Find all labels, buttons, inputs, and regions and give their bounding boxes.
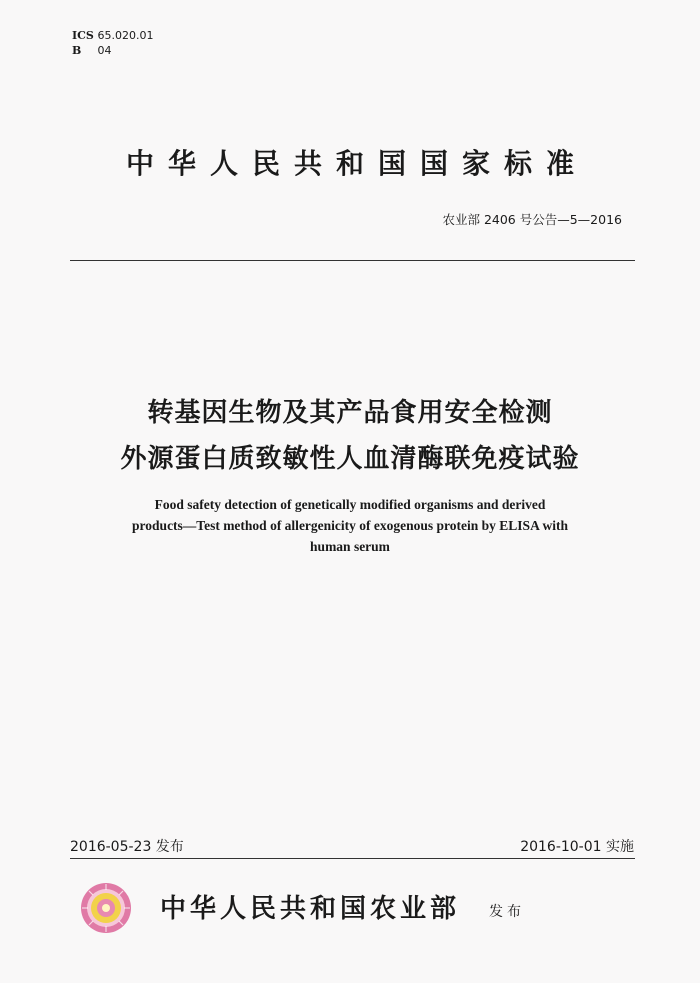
ics-code-row xyxy=(72,28,153,43)
publisher-suffix: 发布 xyxy=(489,904,525,920)
english-title-line-3: human serum xyxy=(310,539,390,554)
document-number: 农业部 2406 号公告—5—2016 xyxy=(442,212,622,227)
classification-codes xyxy=(72,28,153,58)
ccs-label: B xyxy=(72,44,82,57)
chinese-title xyxy=(0,390,700,482)
chinese-title-line-2: 外源蛋白质致敏性人血清酶联免疫试验 xyxy=(120,444,580,474)
issue-date: 2016-05-23 发布 xyxy=(70,839,184,855)
ics-label: ICS xyxy=(72,29,94,42)
header-divider xyxy=(70,260,635,261)
chinese-title-line-1: 转基因生物及其产品食用安全检测 xyxy=(147,398,553,428)
ics-code: 65.020.01 xyxy=(97,29,154,42)
footer-divider xyxy=(70,858,635,859)
ministry-emblem-icon xyxy=(80,882,132,934)
standard-type-heading: 中华人民共和国国家标准 xyxy=(125,147,588,180)
english-title-line-2: products—Test method of allergenicity of exogenous protein by ELISA with xyxy=(132,518,568,533)
publisher-name: 中华人民共和国农业部 xyxy=(160,894,461,924)
implementation-date: 2016-10-01 实施 xyxy=(520,839,634,855)
ccs-code-row xyxy=(72,43,153,58)
english-title-line-1: Food safety detection of genetically modified organisms and derived xyxy=(154,497,546,512)
ccs-code: 04 xyxy=(97,44,112,57)
english-title xyxy=(60,494,640,557)
